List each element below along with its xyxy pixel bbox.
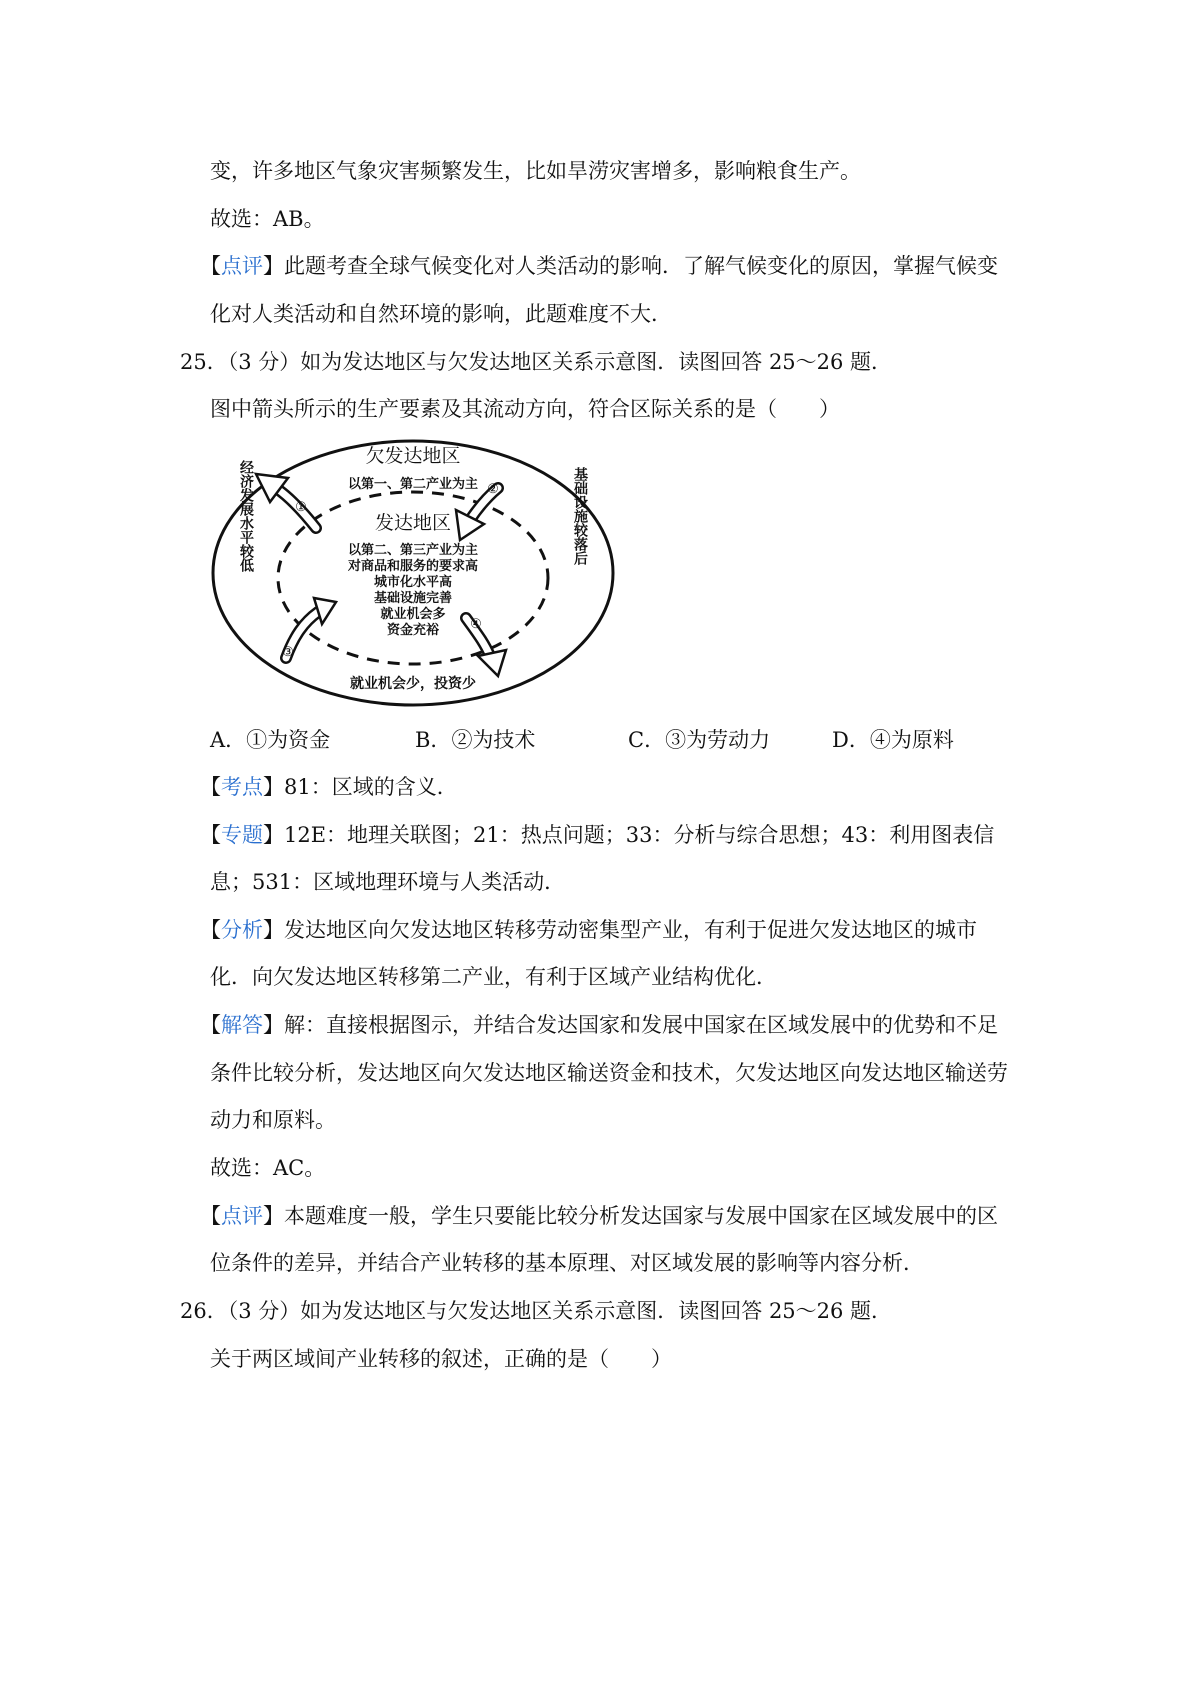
marker-2: ② [487,482,499,497]
prev-answer-choice: 故选：AB。 [210,207,325,231]
bottom-label: 就业机会少，投资少 [350,676,476,692]
question-number: 25． [180,350,228,374]
question-25-stem: 25．（3 分）如为发达地区与欠发达地区关系示意图．读图回答 25～26 题． [180,350,893,374]
question-number: 26． [180,1299,228,1323]
jieda-line-1: 【解答】解：直接根据图示，并结合发达国家和发展中国家在区域发展中的优势和不足 [200,1013,998,1037]
inner-line-5: 就业机会多 [380,607,446,622]
kaodian-tag: 考点 [221,775,263,799]
option-b[interactable]: B．②为技术 [415,728,536,752]
zhuanti-line-1: 【专题】12E：地理关联图；21：热点问题；33：分析与综合思想；43：利用图表信 [200,823,995,847]
pingping-line-2: 位条件的差异，并结合产业转移的基本原理、对区域发展的影响等内容分析． [210,1251,924,1275]
arrow-1-icon [256,474,316,528]
question-26-prompt: 关于两区域间产业转移的叙述，正确的是（ ） [210,1347,672,1371]
zhuanti-line-2: 息；531：区域地理环境与人类活动． [210,870,566,894]
outer-region-title: 欠发达地区 [365,445,461,467]
prev-comment-line-1: 【点评】此题考查全球气候变化对人类活动的影响．了解气候变化的原因，掌握气候变 [200,254,998,278]
marker-1: ① [295,500,307,515]
option-c[interactable]: C．③为劳动力 [628,728,771,752]
inner-line-3: 城市化水平高 [373,575,453,590]
jieda-tag: 解答 [221,1013,263,1037]
inner-line-6: 资金充裕 [386,623,440,638]
left-vertical-label: 经济发展水平较低 [238,460,254,572]
right-vertical-label: 基础设施较落后 [572,467,588,565]
pingping-line-1: 【点评】本题难度一般，学生只要能比较分析发达国家与发展中国家在区域发展中的区 [200,1204,998,1228]
prev-comment-line-2: 化对人类活动和自然环境的影响，此题难度不大． [210,302,672,326]
option-a[interactable]: A．①为资金 [210,728,331,752]
marker-4: ④ [470,617,482,632]
fenxi-line-2: 化．向欠发达地区转移第二产业，有利于区域产业结构优化． [210,965,777,989]
fenxi-line-1: 【分析】发达地区向欠发达地区转移劳动密集型产业，有利于促进欠发达地区的城市 [200,918,977,942]
region-relationship-diagram [208,436,618,710]
question-25-choice: 故选：AC。 [210,1156,326,1180]
outer-region-subtitle: 以第一、第二产业为主 [347,477,479,492]
jieda-line-2: 条件比较分析，发达地区向欠发达地区输送资金和技术，欠发达地区向发达地区输送劳 [210,1061,1008,1085]
jieda-line-3: 动力和原料。 [210,1108,336,1132]
question-25-prompt: 图中箭头所示的生产要素及其流动方向，符合区际关系的是（ ） [210,397,840,421]
inner-line-4: 基础设施完善 [373,591,453,606]
question-26-stem: 26．（3 分）如为发达地区与欠发达地区关系示意图．读图回答 25～26 题． [180,1299,893,1323]
marker-3: ③ [282,645,294,660]
inner-line-1: 以第二、第三产业为主 [347,543,479,558]
comment-tag: 点评 [221,254,263,278]
fenxi-tag: 分析 [221,918,263,942]
pingping-tag: 点评 [221,1204,263,1228]
zhuanti-tag: 专题 [221,823,263,847]
kaodian-line: 【考点】81：区域的含义． [200,775,458,799]
inner-region-title: 发达地区 [374,512,452,534]
option-d[interactable]: D．④为原料 [832,728,954,752]
prev-answer-continuation: 变，许多地区气象灾害频繁发生，比如旱涝灾害增多，影响粮食生产。 [210,159,861,183]
inner-line-2: 对商品和服务的要求高 [347,559,479,574]
